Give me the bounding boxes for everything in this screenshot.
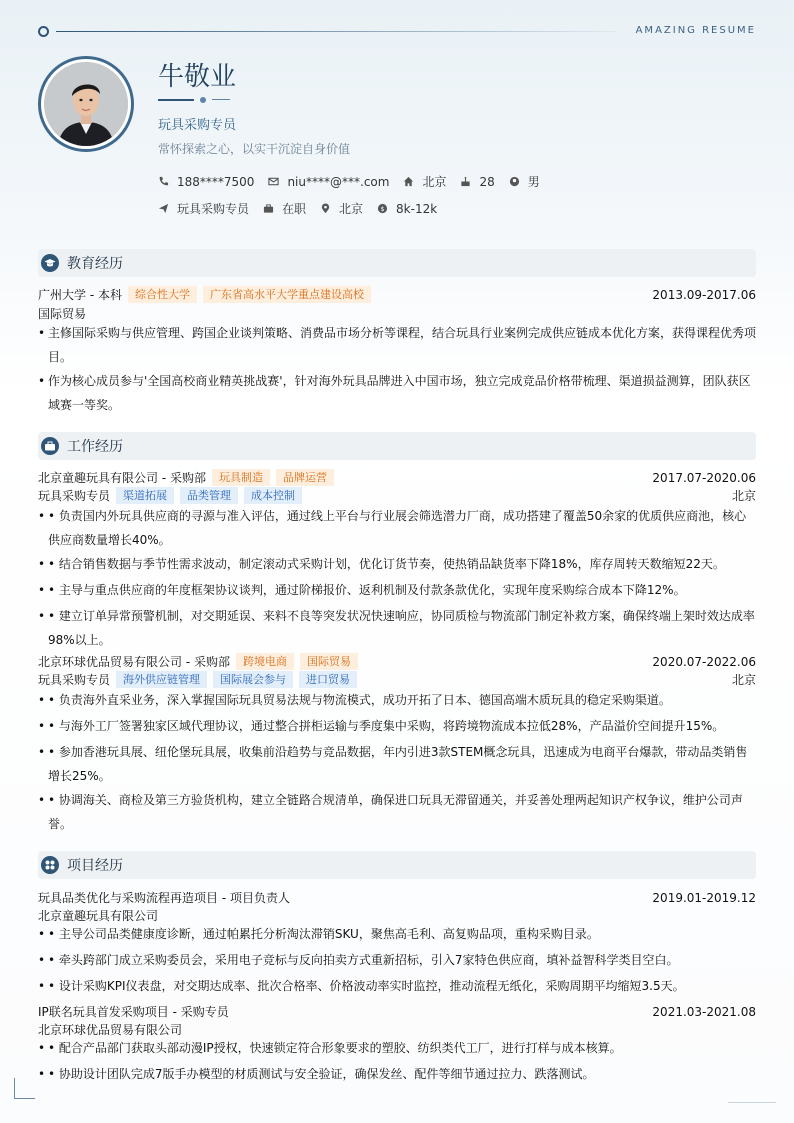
bullet-text: 作为核心成员参与'全国高校商业精英挑战赛'，针对海外玩具品牌进入中国市场，独立完成竞品价格带梳理、渠道损益测算，团队获区域赛一等奖。 — [48, 374, 751, 412]
motto: 常怀探索之心，以实干沉淀自身价值 — [158, 142, 351, 156]
list-item: • • 参加香港玩具展、纽伦堡玩具展，收集前沿趋势与竞品数据，年内引进3款STEM概念玩具，迅速成为电商平台爆款，带动品类销售增长25%。 — [38, 740, 756, 788]
job-role-row — [38, 671, 756, 688]
school-tag: 综合性大学 — [128, 286, 197, 303]
project-period: 2021.03-2021.08 — [652, 1004, 756, 1019]
gender-icon — [509, 176, 520, 187]
list-item: • • 与海外工厂签署独家区域代理协议，通过整合拼柜运输与季度集中采购，将跨境物流成本拉低28%，产品溢价空间提升15%。 — [38, 714, 756, 738]
list-item: • • 主导公司品类健康度诊断，通过帕累托分析淘汰滞销SKU，聚焦高毛利、高复购品项，重构采购目录。 — [38, 922, 756, 946]
project-entry-header — [38, 889, 756, 906]
list-item: • • 配合产品部门获取头部动漫IP授权，快速锁定符合形象要求的塑胶、纺织类代工厂，进行打样与成本核算。 — [38, 1036, 756, 1060]
briefcase-icon — [263, 203, 274, 214]
work-section-title: 工作经历 — [67, 439, 123, 455]
salary-value: 8k-12k — [396, 201, 438, 216]
age-item — [460, 175, 494, 189]
gender-value: 男 — [527, 175, 540, 189]
industry-tag: 玩具制造 — [212, 469, 270, 486]
project-name: IP联名玩具首发采购项目 - 采购专员 — [38, 1005, 229, 1019]
mail-icon — [268, 176, 279, 187]
school-tag: 广东省高水平大学重点建设高校 — [203, 286, 371, 303]
project-period: 2019.01-2019.12 — [652, 890, 756, 905]
project-company: 北京环球优品贸易有限公司 — [38, 1023, 183, 1037]
graduation-cap-icon — [41, 254, 59, 272]
projects-section-title: 项目经历 — [67, 858, 123, 874]
list-item: • 主修国际采购与供应管理、跨国企业谈判策略、消费品市场分析等课程，结合玩具行业案例完成供应链成本优化方案，获得课程优秀项目。 — [38, 321, 756, 369]
bullet-text: • 参加香港玩具展、纽伦堡玩具展，收集前沿趋势与竞品数据，年内引进3款STEM概念玩具，迅速成为电商平台爆款，带动品类销售增长25%。 — [48, 745, 748, 783]
industry-tag: 品牌运营 — [276, 469, 334, 486]
salary-item — [377, 202, 437, 216]
city-value: 北京 — [422, 175, 447, 189]
skill-tag: 进口贸易 — [299, 671, 357, 688]
bullet-text: 主修国际采购与供应管理、跨国企业谈判策略、消费品市场分析等课程，结合玩具行业案例完成供应链成本优化方案，获得课程优秀项目。 — [48, 326, 757, 364]
bullet-text: • 牵头跨部门成立采购委员会，采用电子竞标与反向拍卖方式重新招标，引入7家特色供应商，填补益智科学类目空白。 — [48, 953, 679, 967]
bullet-text: • 结合销售数据与季节性需求波动，制定滚动式采购计划，优化订货节奏，使热销品缺货率下降18%，库存周转天数缩短22天。 — [48, 557, 725, 571]
age-value: 28 — [479, 174, 495, 189]
grid-icon — [41, 856, 59, 874]
svg-text:$: $ — [380, 204, 385, 213]
person-portrait-icon — [44, 62, 128, 146]
email-item — [268, 175, 389, 189]
work-section-header — [38, 432, 756, 460]
list-item: • • 负责国内外玩具供应商的寻源与准入评估，通过线上平台与行业展会筛选潜力厂商，成功搭建了覆盖50余家的优质供应商池，核心供应商数量增长40%。 — [38, 504, 756, 552]
project-entry-header — [38, 1003, 756, 1020]
money-icon — [377, 203, 388, 214]
bullet-text: • 协助设计团队完成7版手办模型的材质测试与安全验证，确保发丝、配件等细节通过拉力、跌落测试。 — [48, 1067, 595, 1081]
list-item: • • 设计采购KPI仪表盘，对交期达成率、批次合格率、价格波动率实时监控，推动流程无纸化，采购周期平均缩短3.5天。 — [38, 974, 756, 998]
job-role-row — [38, 487, 756, 504]
list-item: • • 建立订单异常预警机制，对交期延误、来料不良等突发状况快速响应，协同质检与物流部门制定补救方案，确保终端上架时效达成率98%以上。 — [38, 604, 756, 652]
job-title: 玩具采购专员 — [158, 118, 237, 133]
corner-ornament — [14, 1078, 35, 1099]
gender-item — [509, 173, 540, 190]
job-city: 北京 — [731, 673, 756, 687]
skill-tag: 品类管理 — [180, 487, 238, 504]
location-pin-icon — [320, 203, 331, 214]
job-entry-header — [38, 653, 756, 670]
list-item: • • 牵头跨部门成立采购委员会，采用电子竞标与反向拍卖方式重新招标，引入7家特色供应商，填补益智科学类目空白。 — [38, 948, 756, 972]
list-item: • • 主导与重点供应商的年度框架协议谈判，通过阶梯报价、返利机制及付款条款优化，实现年度采购综合成本下降12%。 — [38, 578, 756, 602]
location-value: 北京 — [339, 202, 364, 216]
phone-value: 188****7500 — [177, 174, 255, 189]
home-icon — [403, 176, 414, 187]
bullet-text: • 与海外工厂签署独家区域代理协议，通过整合拼柜运输与季度集中采购，将跨境物流成本拉低28%，产品溢价空间提升15%。 — [48, 719, 725, 733]
job-entry-header — [38, 469, 756, 486]
phone-item — [158, 175, 254, 189]
skill-tag: 国际展会参与 — [213, 671, 293, 688]
education-major-row — [38, 305, 756, 322]
avatar-photo — [44, 62, 128, 146]
skill-tag: 成本控制 — [244, 487, 302, 504]
email-value: niu****@***.com — [287, 174, 390, 189]
skill-tag: 渠道拓展 — [116, 487, 174, 504]
location-item — [320, 200, 363, 217]
cake-icon — [460, 176, 471, 187]
bullet-text: • 主导与重点供应商的年度框架协议谈判，通过阶梯报价、返利机制及付款条款优化，实现年度采购综合成本下降12%。 — [48, 583, 686, 597]
education-entry-header — [38, 286, 756, 303]
intent-item — [158, 200, 249, 217]
bullet-text: • 设计采购KPI仪表盘，对交期达成率、批次合格率、价格波动率实时监控，推动流程无纸化，采购周期平均缩短3.5天。 — [48, 979, 685, 993]
intent-value: 玩具采购专员 — [177, 202, 250, 216]
company-name: 北京环球优品贸易有限公司 - 采购部 — [38, 655, 230, 669]
list-item: • • 协助设计团队完成7版手办模型的材质测试与安全验证，确保发丝、配件等细节通过拉力、跌落测试。 — [38, 1062, 756, 1086]
bullet-text: • 配合产品部门获取头部动漫IP授权，快速锁定符合形象要求的塑胶、纺织类代工厂，进行打样与成本核算。 — [48, 1041, 622, 1055]
candidate-name: 牛敬业 — [158, 62, 237, 92]
project-company: 北京童趣玩具有限公司 — [38, 909, 159, 923]
list-item: • • 结合销售数据与季节性需求波动，制定滚动式采购计划，优化订货节奏，使热销品缺货率下降18%，库存周转天数缩短22天。 — [38, 552, 756, 576]
status-item — [263, 200, 306, 217]
header-divider-line — [56, 31, 616, 32]
avatar — [38, 56, 134, 152]
project-name: 玩具品类优化与采购流程再造项目 - 项目负责人 — [38, 891, 290, 905]
job-role: 玩具采购专员 — [38, 673, 111, 687]
education-section-title: 教育经历 — [67, 256, 123, 272]
status-value: 在职 — [282, 202, 307, 216]
list-item: • • 协调海关、商检及第三方验货机构，建立全链路合规清单，确保进口玩具无滞留通关，并妥善处理两起知识产权争议，维护公司声誉。 — [38, 788, 756, 836]
header-circle-ornament — [38, 26, 49, 37]
job-period: 2020.07-2022.06 — [652, 654, 756, 669]
corner-ornament — [728, 1102, 776, 1103]
city-item — [403, 173, 446, 190]
list-item: • 作为核心成员参与'全国高校商业精英挑战赛'，针对海外玩具品牌进入中国市场，独立完成竞品价格带梳理、渠道损益测算，团队获区域赛一等奖。 — [38, 369, 756, 417]
company-name: 北京童趣玩具有限公司 - 采购部 — [38, 471, 206, 485]
school-name: 广州大学 - 本科 — [38, 288, 122, 302]
projects-section-header — [38, 851, 756, 879]
job-intent-row — [158, 200, 451, 217]
industry-tag: 国际贸易 — [300, 653, 358, 670]
bullet-text: • 主导公司品类健康度诊断，通过帕累托分析淘汰滞销SKU，聚焦高毛利、高复购品项，重构采购目录。 — [48, 927, 599, 941]
job-period: 2017.07-2020.06 — [652, 470, 756, 485]
send-icon — [158, 203, 169, 214]
name-underline-ornament — [158, 96, 238, 104]
bullet-text: • 协调海关、商检及第三方验货机构，建立全链路合规清单，确保进口玩具无滞留通关，并妥善处理两起知识产权争议，维护公司声誉。 — [48, 793, 743, 831]
education-section-header — [38, 249, 756, 277]
list-item: • • 负责海外直采业务，深入掌握国际玩具贸易法规与物流模式，成功开拓了日本、德国高端木质玩具的稳定采购渠道。 — [38, 688, 756, 712]
industry-tag: 跨境电商 — [236, 653, 294, 670]
job-role: 玩具采购专员 — [38, 489, 111, 503]
major: 国际贸易 — [38, 307, 87, 321]
job-city: 北京 — [731, 489, 756, 503]
skill-tag: 海外供应链管理 — [116, 671, 207, 688]
bullet-text: • 建立订单异常预警机制，对交期延误、来料不良等突发状况快速响应，协同质检与物流部门制定补救方案，确保终端上架时效达成率98%以上。 — [48, 609, 755, 647]
bullet-text: • 负责海外直采业务，深入掌握国际玩具贸易法规与物流模式，成功开拓了日本、德国高端木质玩具的稳定采购渠道。 — [48, 693, 671, 707]
brand-label: AMAZING RESUME — [635, 25, 756, 36]
briefcase-section-icon — [41, 437, 59, 455]
education-period: 2013.09-2017.06 — [652, 287, 756, 302]
contact-row — [158, 173, 554, 190]
phone-icon — [158, 176, 169, 187]
bullet-text: • 负责国内外玩具供应商的寻源与准入评估，通过线上平台与行业展会筛选潜力厂商，成功搭建了覆盖50余家的优质供应商池，核心供应商数量增长40%。 — [48, 509, 747, 547]
